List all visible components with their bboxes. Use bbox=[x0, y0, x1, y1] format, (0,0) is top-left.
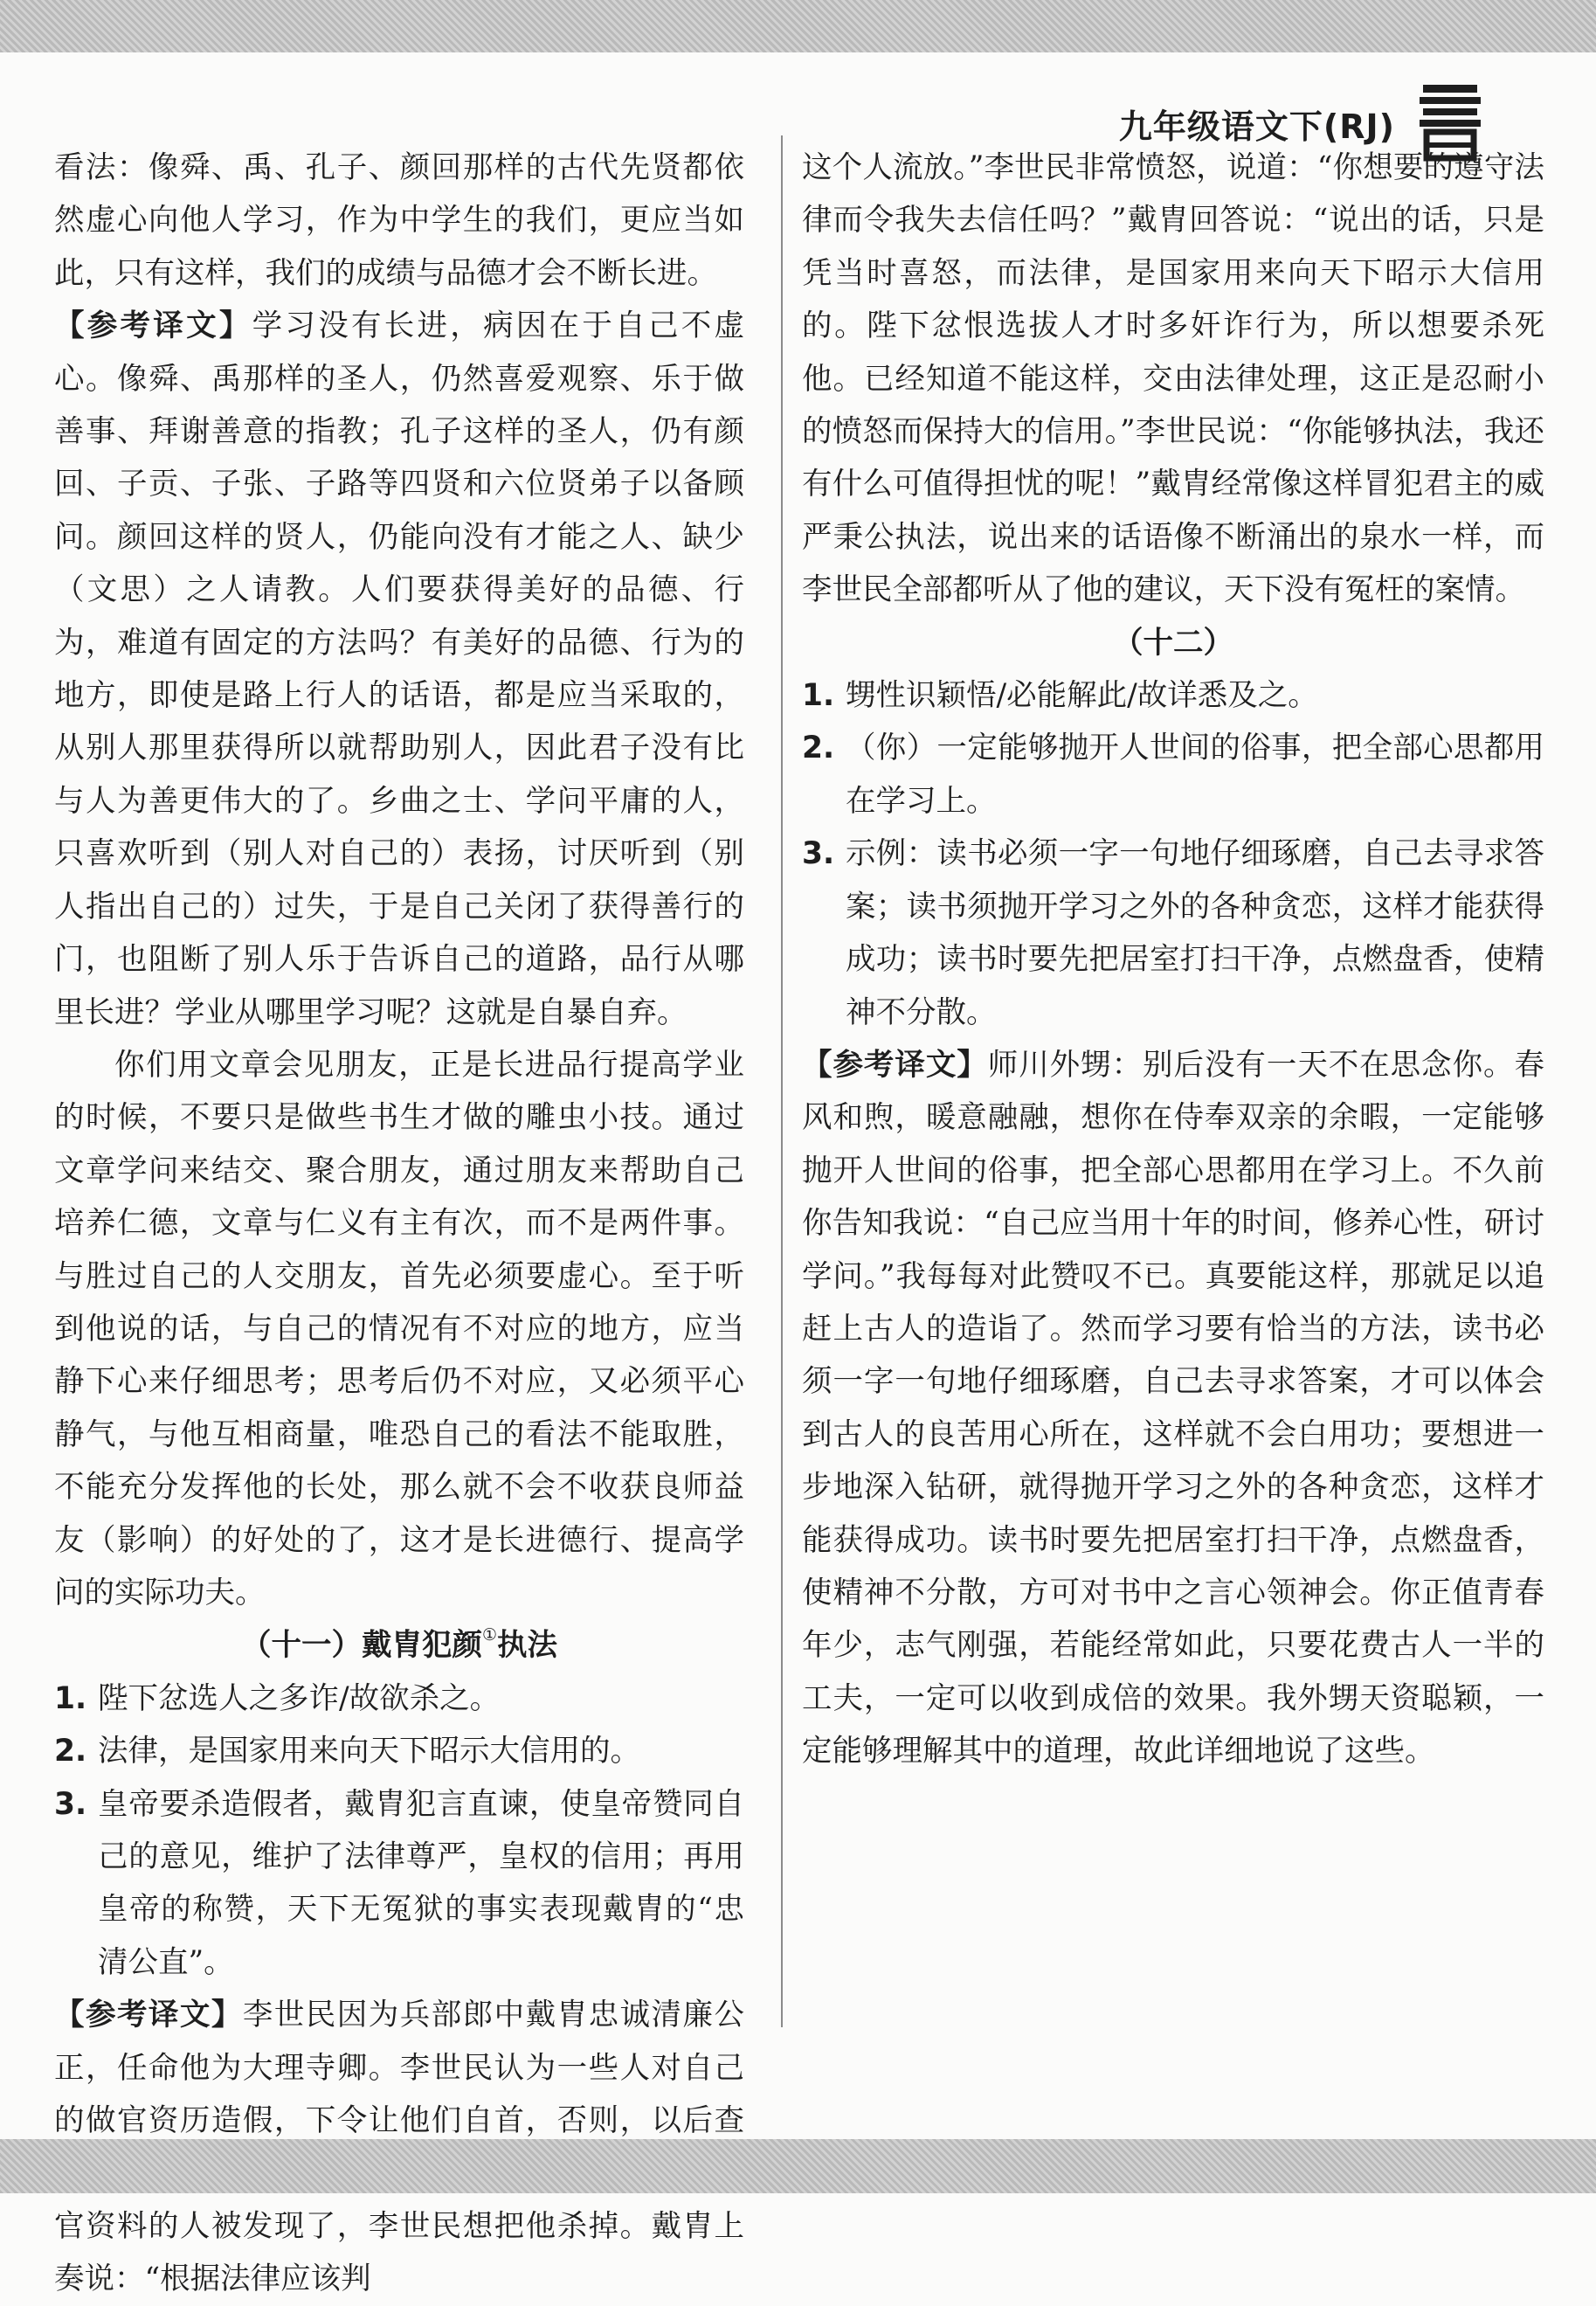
reference-translation bbox=[54, 300, 744, 1039]
answer-item: 2. 法律，是国家用来向天下昭示大信用的。 bbox=[54, 1734, 641, 1769]
column-divider bbox=[781, 135, 783, 2027]
header-title: 九年级语文下(RJ) bbox=[1118, 107, 1395, 146]
answer-item: 2. （你）一定能够抛开人世间的俗事，把全部心思都用在学习上。 bbox=[802, 731, 1544, 819]
answer-item: 1. 陛下忿选人之多诈/故欲杀之。 bbox=[54, 1680, 501, 1716]
answer-item: 3. 示例：读书必须一字一句地仔细琢磨，自己去寻求答案；读书须抛开学习之外的各种贪恋，这样才能获得成功；读书时要先把居室打扫干净，点燃盘香，使精神不分散。 bbox=[802, 836, 1544, 1030]
reference-translation-text: 学习没有长进，病因在于自己不虚心。像舜、禹那样的圣人，仍然喜爱观察、乐于做善事、拜谢善意的指教；孔子这样的圣人，仍有颜回、子贡、子张、子路等四贤和六位贤弟子以备顾问。颜回这样的贤人，仍能向没有才能之人、缺少（文思）之人请教。人们要获得美好的品德、行为，难道有固定的方法吗？有美好的品德、行为的地方，即使是路上行人的话语，都是应当采取的，从别人那里获得所以就帮助别人，因此君子没有比与人为善更伟大的了。乡曲之士、学问平庸的人，只喜欢听到（别人对自己的）表扬，讨厌听到（别人指出自己的）过失，于是自己关闭了获得善行的门，也阻断了别人乐于告诉自己的道路，品行从哪里长进？学业从哪里学习呢？这就是自暴自弃。 bbox=[54, 308, 745, 1030]
answer-item: 3. 皇帝要杀造假者，戴胄犯言直谏，使皇帝赞同自己的意见，维护了法律尊严，皇权的信用；再用皇帝的称赞，天下无冤狱的事实表现戴胄的“忠清公直”。 bbox=[54, 1786, 744, 1980]
section-12-heading: （十二） bbox=[1113, 625, 1233, 661]
reference-translation-tag: 【参考译文】 bbox=[54, 1998, 243, 2033]
reference-translation-tag: 【参考译文】 bbox=[54, 308, 252, 344]
answer-item: 1. 甥性识颖悟/必能解此/故详悉及之。 bbox=[802, 678, 1318, 714]
paragraph-translation-continued: 这个人流放。”李世民非常愤怒，说道：“你想要的遵守法律而令我失去信任吗？”戴胄回答说：“说出的话，只是凭当时喜怒，而法律，是国家用来向天下昭示大信用的。陛下忿恨选拔人才时多奸诈行为，所以想要杀死他。已经知道不能这样，交由法律处理，这正是忍耐小的愤怒而保持大的信用。”李世民说：“你能够执法，我还有什么可值得担忧的呢！”戴胄经常像这样冒犯君主的威严秉公执法，说出来的话语像不断涌出的泉水一样，而李世民全部都听从了他的建议，天下没有冤枉的案情。 bbox=[802, 150, 1544, 608]
reference-translation-tag: 【参考译文】 bbox=[802, 1047, 988, 1083]
bottom-scan-band bbox=[0, 2139, 1596, 2193]
section-11-heading: （十一）戴胄犯颜①执法 bbox=[240, 1625, 557, 1664]
reference-translation-text: 师川外甥：别后没有一天不在思念你。春风和煦，暖意融融，想你在侍奉双亲的余暇，一定能够抛开人世间的俗事，把全部心思都用在学习上。不久前你告知我说：“自己应当用十年的时间，修养心性，研讨学问。”我每每对此赞叹不已。真要能这样，那就足以追赶上古人的造诣了。然而学习要有恰当的方法，读书必须一字一句地仔细琢磨，自己去寻求答案，才可以体会到古人的良苦用心所在，这样就不会白用功；要想进一步地深入钻研，就得抛开学习之外的各种贪恋，这样才能获得成功。读书时要先把居室打扫干净，点燃盘香，使精神不分散，方可对书中之言心领神会。你正值青春年少，志气刚强，若能经常如此，只要花费古人一半的工夫，一定可以收到成倍的效果。我外甥天资聪颖，一定能够理解其中的道理，故此详细地说了这些。 bbox=[802, 1047, 1545, 1769]
paragraph-translation-continued: 你们用文章会见朋友，正是长进品行提高学业的时候，不要只是做些书生才做的雕虫小技。通过文章学问来结交、聚合朋友，通过朋友来帮助自己培养仁德，文章与仁义有主有次，而不是两件事。与胜过自己的人交朋友，首先必须要虚心。至于听到他说的话，与自己的情况有不对应的地方，应当静下心来仔细思考；思考后仍不对应，又必须平心静气，与他互相商量，唯恐自己的看法不能取胜，不能充分发挥他的长处，那么就不会不收获良师益友（影响）的好处的了，这才是长进德行、提高学问的实际功夫。 bbox=[54, 1047, 744, 1610]
footnote-marker: ① bbox=[481, 1625, 497, 1645]
reference-translation bbox=[802, 1039, 1544, 1778]
left-column bbox=[54, 142, 744, 2306]
right-column bbox=[802, 142, 1544, 1778]
top-scan-band bbox=[0, 0, 1596, 52]
reference-translation-text: 李世民因为兵部郎中戴胄忠诚清廉公正，任命他为大理寺卿。李世民认为一些人对自己的做官资历造假，下令让他们自首，否则，以后查 官资料的人被发现了，李世民想把他杀掉。戴胄上奏说：“根据法律应该判 bbox=[54, 1998, 745, 2297]
paragraph-conclusion: 看法：像舜、禹、孔子、颜回那样的古代先贤都依然虚心向他人学习，作为中学生的我们，更应当如此，只有这样，我们的成绩与品德才会不断长进。 bbox=[54, 150, 744, 291]
